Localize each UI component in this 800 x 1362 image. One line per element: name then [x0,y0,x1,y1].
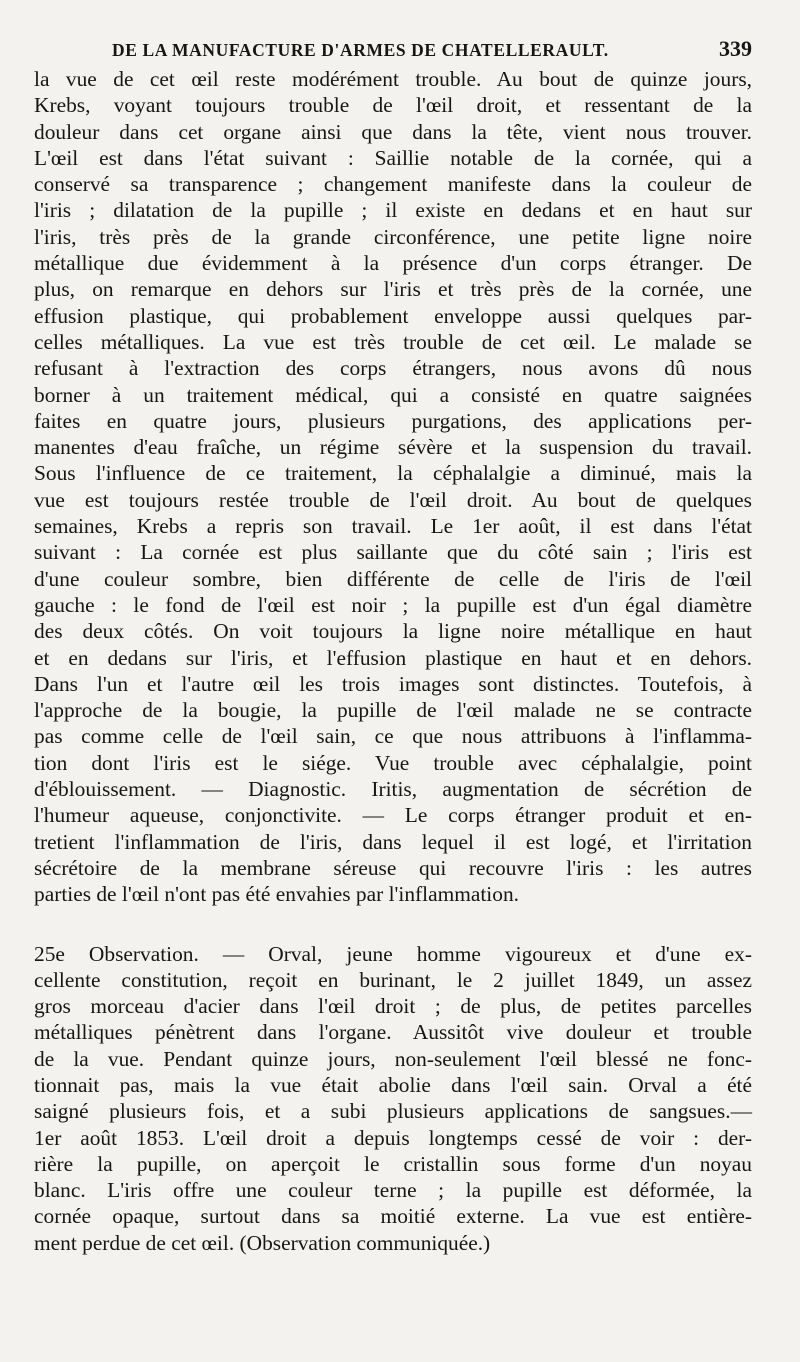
text-line: tion dont l'iris est le siége. Vue trouble avec céphalalgie, point [34,750,752,775]
text-line: tionnait pas, mais la vue était abolie dans l'œil sain. Orval a été [34,1072,752,1097]
text-line: d'éblouissement. — Diagnostic. Iritis, augmentation de sécrétion de [34,777,752,802]
text-line: celles métalliques. La vue est très trouble de cet œil. Le malade se [34,329,752,354]
text-line: faites en quatre jours, plusieurs purgations, des applications per- [34,408,752,433]
text-line: 25e Observation. — Orval, jeune homme vigoureux et d'une ex- [34,941,752,966]
text-line: gauche : le fond de l'œil est noir ; la pupille est d'un égal diamètre [34,592,752,617]
text-line: gros morceau d'acier dans l'œil droit ; de plus, de petites parcelles [34,994,752,1019]
text-line: vue est toujours restée trouble de l'œil droit. Au bout de quelques [34,487,752,512]
text-line: effusion plastique, qui probablement enveloppe aussi quelques par- [34,303,752,328]
document-page [34,36,752,1256]
text-line: tretient l'inflammation de l'iris, dans lequel il est logé, et l'irritation [34,829,752,854]
text-line: métalliques pénètrent dans l'organe. Aussitôt vive douleur et trouble [34,1020,752,1045]
text-line: pas comme celle de l'œil sain, ce que nous attribuons à l'inflamma- [34,724,752,749]
text-line: suivant : La cornée est plus saillante que du côté sain ; l'iris est [34,540,752,565]
text-line: manentes d'eau fraîche, un régime sévère et la suspension du travail. [34,435,752,460]
page-number: 339 [719,36,752,61]
text-line: rière la pupille, on aperçoit le cristallin sous forme d'un noyau [34,1151,752,1176]
running-title: DE LA MANUFACTURE D'ARMES DE CHATELLERAULT. [112,40,609,60]
text-line: Dans l'un et l'autre œil les trois images sont distinctes. Toutefois, à [34,671,752,696]
text-line: Krebs, voyant toujours trouble de l'œil droit, et ressentant de la [34,93,752,118]
page-header [34,36,752,66]
text-line: plus, on remarque en dehors sur l'iris et très près de la cornée, une [34,277,752,302]
text-line: blanc. L'iris offre une couleur terne ; la pupille est déformée, la [34,1178,752,1203]
text-line: conservé sa transparence ; changement manifeste dans la couleur de [34,172,752,197]
text-line: d'une couleur sombre, bien différente de celle de l'iris de l'œil [34,566,752,591]
text-line: L'œil est dans l'état suivant : Saillie notable de la cornée, qui a [34,145,752,170]
paragraph-observation-25 [34,941,752,1257]
text-line: l'iris ; dilatation de la pupille ; il existe en dedans et en haut sur [34,198,752,223]
text-line: cornée opaque, surtout dans sa moitié externe. La vue est entière- [34,1204,752,1229]
text-line: l'approche de la bougie, la pupille de l'œil malade ne se contracte [34,698,752,723]
text-line: la vue de cet œil reste modérément trouble. Au bout de quinze jours, [34,67,752,91]
text-line: refusant à l'extraction des corps étrangers, nous avons dû nous [34,356,752,381]
text-line: métallique due évidemment à la présence d'un corps étranger. De [34,251,752,276]
text-line: et en dedans sur l'iris, et l'effusion plastique en haut et en dehors. [34,645,752,670]
text-line: semaines, Krebs a repris son travail. Le 1er août, il est dans l'état [34,514,752,539]
text-line: parties de l'œil n'ont pas été envahies par l'inflammation. [34,882,519,907]
text-line: ment perdue de cet œil. (Observation communiquée.) [34,1230,491,1255]
text-line: borner à un traitement médical, qui a consisté en quatre saignées [34,382,752,407]
text-line: cellente constitution, reçoit en burinant, le 2 juillet 1849, un assez [34,967,752,992]
text-line: l'iris, très près de la grande circonférence, une petite ligne noire [34,224,752,249]
paragraph-krebs-case [34,66,752,908]
text-line: l'humeur aqueuse, conjonctivite. — Le corps étranger produit et en- [34,803,752,828]
text-line: saigné plusieurs fois, et a subi plusieurs applications de sangsues.— [34,1099,752,1124]
text-line: 1er août 1853. L'œil droit a depuis longtemps cessé de voir : der- [34,1125,752,1150]
text-line: sécrétoire de la membrane séreuse qui recouvre l'iris : les autres [34,855,752,880]
text-line: des deux côtés. On voit toujours la ligne noire métallique en haut [34,619,752,644]
text-line: Sous l'influence de ce traitement, la céphalalgie a diminué, mais la [34,461,752,486]
text-line: douleur dans cet organe ainsi que dans la tête, vient nous trouver. [34,119,752,144]
paragraph-gap [34,908,752,941]
text-line: de la vue. Pendant quinze jours, non-seulement l'œil blessé ne fonc- [34,1046,752,1071]
